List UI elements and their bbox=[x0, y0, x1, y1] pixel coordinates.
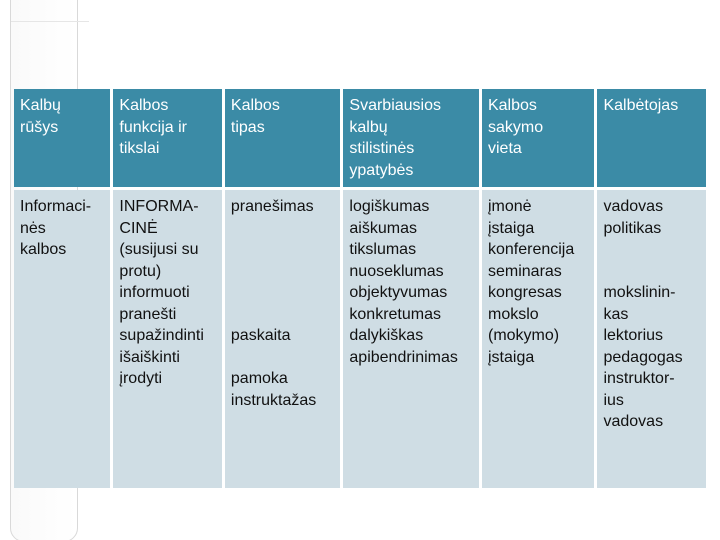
header-cell-tipas: Kalbos tipas bbox=[225, 89, 341, 187]
header-cell-kalbetojas: Kalbėtojas bbox=[597, 89, 706, 187]
cell-kalbu-rusys: Informaci- nės kalbos bbox=[14, 190, 110, 488]
header-cell-funkcija: Kalbos funkcija ir tikslai bbox=[113, 89, 221, 187]
header-cell-vieta: Kalbos sakymo vieta bbox=[482, 89, 594, 187]
table-row bbox=[14, 190, 706, 488]
cell-ypatybes: logiškumas aiškumas tikslumas nuoseklumas objektyvumas konkretumas dalykiškas apibendrinimas bbox=[343, 190, 479, 488]
cell-vieta: įmonė įstaiga konferencija seminaras kongresas mokslo (mokymo) įstaiga bbox=[482, 190, 594, 488]
header-cell-kalbu-rusys: Kalbų rūšys bbox=[14, 89, 110, 187]
decorative-panel-divider bbox=[11, 0, 89, 22]
table-header-row bbox=[14, 89, 706, 187]
cell-funkcija: INFORMA- CINĖ (susijusi su protu) informuoti pranešti supažindinti išaiškinti įrodyti bbox=[113, 190, 221, 488]
cell-kalbetojas: vadovas politikas mokslinin- kas lektorius pedagogas instruktor- ius vadovas bbox=[597, 190, 706, 488]
cell-tipas: pranešimas paskaita pamoka instruktažas bbox=[225, 190, 341, 488]
speech-types-table bbox=[11, 86, 709, 491]
header-cell-ypatybes: Svarbiausios kalbų stilistinės ypatybės bbox=[343, 89, 479, 187]
